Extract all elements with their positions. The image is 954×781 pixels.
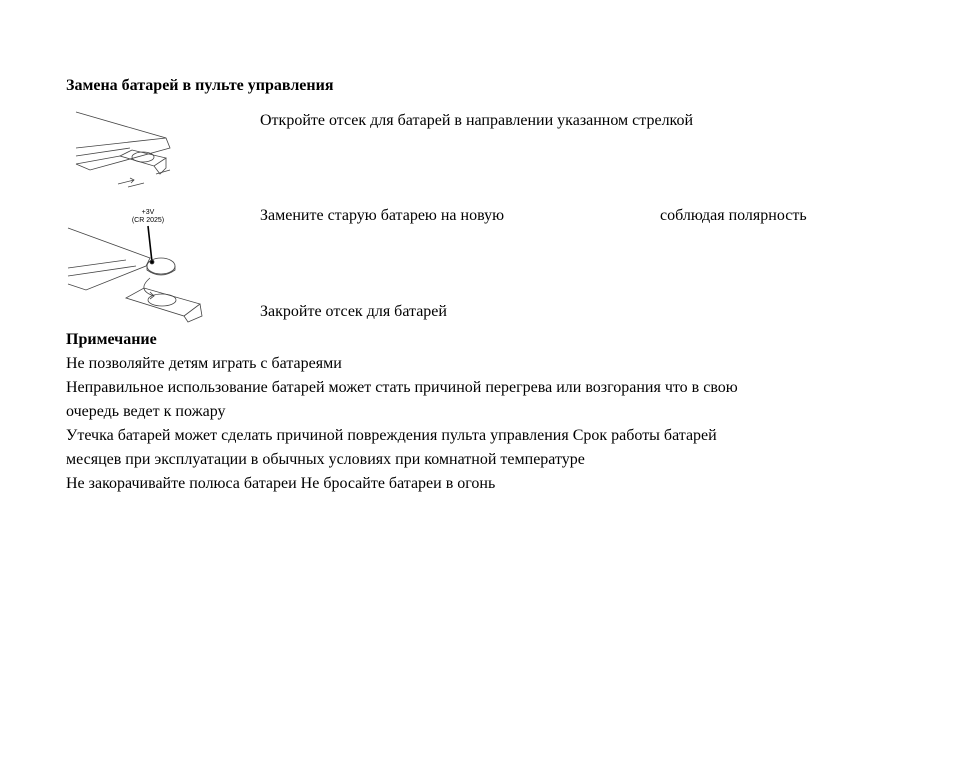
battery-model-label: (CR 2025) <box>131 217 165 224</box>
note-line: Не закорачивайте полюса батареи Не бросайте батареи в огонь <box>66 475 496 492</box>
note-line: Утечка батарей может сделать причиной повреждения пульта управления Срок работы батарей <box>66 427 717 444</box>
note-line: Не позволяйте детям играть с батареями <box>66 355 342 372</box>
note-line: месяцев при эксплуатации в обычных условиях при комнатной температуре <box>66 451 585 468</box>
figure-open-compartment <box>70 108 180 193</box>
note-line: очередь ведет к пожару <box>66 403 226 420</box>
note-heading: Примечание <box>66 331 157 348</box>
step-1-text: Откройте отсек для батарей в направлении указанном стрелкой <box>260 112 694 129</box>
page-title: Замена батарей в пульте управления <box>66 77 334 94</box>
note-line: Неправильное использование батарей может стать причиной перегрева или возгорания что в свою <box>66 379 738 396</box>
step-2-polarity-text: соблюдая полярность <box>660 207 807 224</box>
step-3-text: Закройте отсек для батарей <box>260 303 447 320</box>
step-2-text: Замените старую батарею на новую <box>260 207 505 224</box>
battery-voltage-label: +3V <box>141 209 155 216</box>
figure-replace-battery <box>66 204 206 324</box>
